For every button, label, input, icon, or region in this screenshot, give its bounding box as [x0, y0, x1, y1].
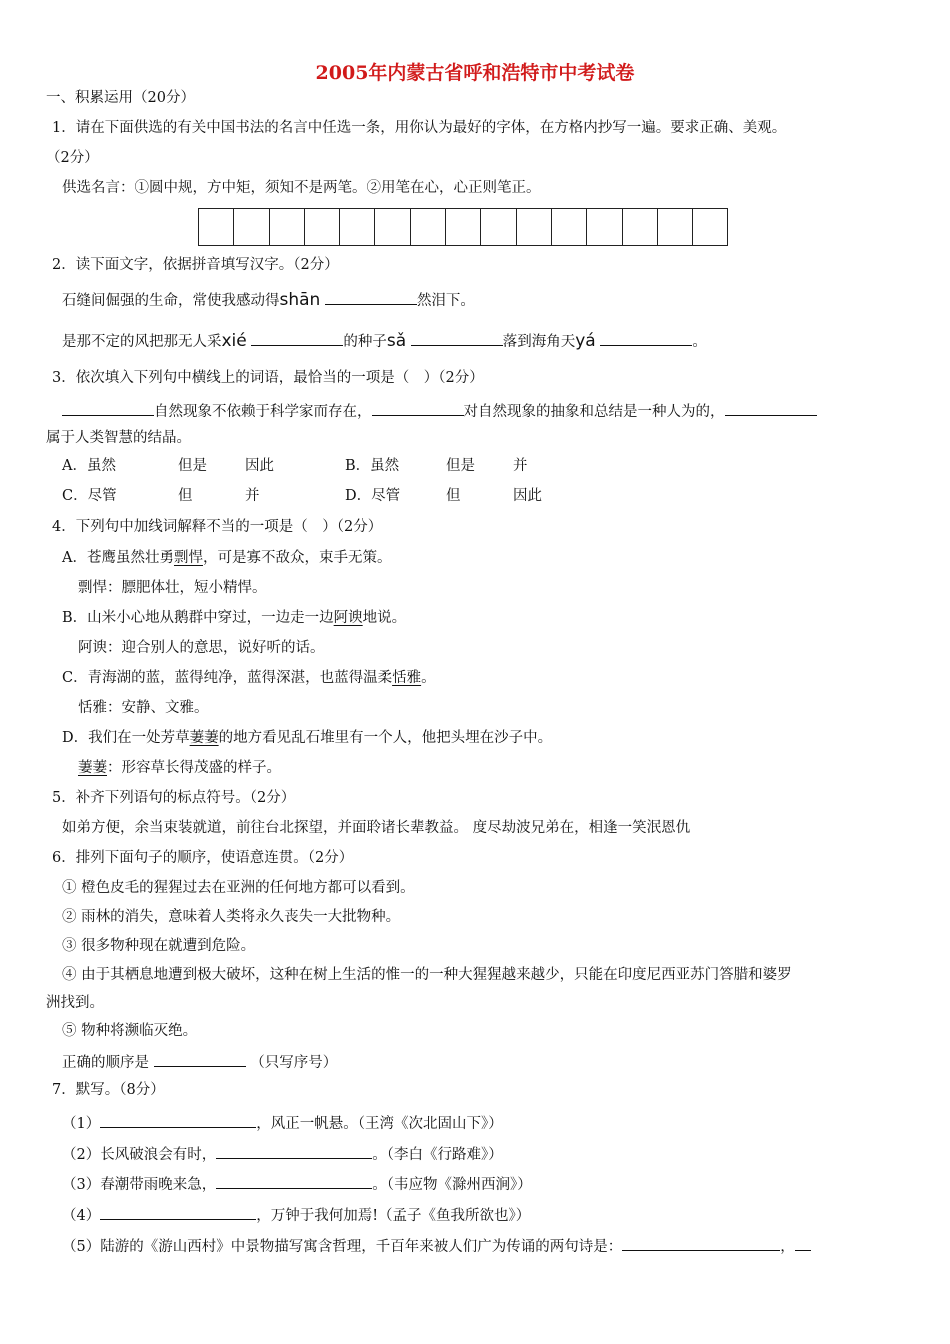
option-word: 并 [513, 458, 528, 474]
q3-stem: 3．依次填入下列句中横线上的词语，最恰当的一项是（ ）（2分） [52, 370, 484, 386]
grid-cell[interactable] [411, 209, 446, 245]
pinyin: xié [221, 331, 247, 351]
q3-option-d[interactable]: D．尽管 [345, 488, 401, 504]
answer-blank[interactable] [100, 1113, 256, 1128]
answer-blank[interactable] [372, 401, 464, 416]
underlined-word: 萋萋 [78, 760, 107, 776]
option-word: 但 [446, 488, 461, 504]
q4-explanation-c: 恬雅：安静、文雅。 [78, 700, 209, 716]
q7-text: （2）长风破浪会有时， [62, 1147, 217, 1163]
underlined-word: 剽悍 [173, 550, 203, 566]
q4-text: B．山米小心地从鹅群中穿过，一边走一边 [62, 610, 334, 626]
q4-explanation-a: 剽悍：膘肥体壮，短小精悍。 [78, 580, 267, 596]
option-word: 但是 [178, 458, 207, 474]
q7-item-4 [62, 1205, 530, 1224]
answer-blank[interactable] [216, 1174, 372, 1189]
q3-option-b[interactable]: B．虽然 [345, 458, 400, 474]
q1-options: 供选名言：①圆中规，方中矩，须知不是两笔。②用笔在心，心正则笔正。 [62, 180, 541, 196]
answer-blank[interactable] [325, 290, 417, 305]
q4-text: D．我们在一处芳草 [62, 730, 190, 746]
grid-cell[interactable] [587, 209, 622, 245]
q1-stem: 1．请在下面供选的有关中国书法的名言中任选一条，用你认为最好的字体，在方格内抄写一遍。要求正确、美观。 [52, 120, 787, 136]
q6-sentence: ④ 由于其栖息地遭到极大破坏，这种在树上生活的惟一的一种大猩猩越来越少，只能在印度尼西亚苏门答腊和婆罗 [62, 967, 792, 983]
q7-text: （5）陆游的《游山西村》中景物描写寓含哲理，千百年来被人们广为传诵的两句诗是： [62, 1239, 623, 1255]
option-word: 并 [245, 488, 260, 504]
answer-blank[interactable] [725, 401, 817, 416]
q1-score: （2分） [46, 150, 99, 166]
underlined-word: 恬雅 [392, 670, 422, 686]
q5-stem: 5．补齐下列语句的标点符号。（2分） [52, 790, 296, 806]
q2-line1 [62, 290, 475, 309]
q6-sentence: ① 橙色皮毛的猩猩过去在亚洲的任何地方都可以看到。 [62, 880, 415, 896]
underlined-word: 萋萋 [189, 730, 219, 746]
answer-blank[interactable] [100, 1205, 256, 1220]
q7-text: 。（李白《行路难》） [372, 1147, 503, 1163]
exam-title: 2005年内蒙古省呼和浩特市中考试卷 [315, 62, 635, 84]
q3-text: 对自然现象的抽象和总结是一种人为的， [463, 404, 725, 420]
grid-cell[interactable] [623, 209, 658, 245]
pinyin: yá [575, 331, 596, 351]
q4-text: ：形容草长得茂盛的样子。 [107, 760, 281, 776]
q6-answer-line [62, 1052, 337, 1071]
grid-cell[interactable] [517, 209, 552, 245]
answer-blank[interactable] [622, 1236, 780, 1251]
section-heading: 一、积累运用（20分） [46, 90, 195, 106]
q4-text: C．青海湖的蓝，蓝得纯净，蓝得深湛，也蓝得温柔 [62, 670, 393, 686]
q6-text: （只写序号） [250, 1055, 338, 1071]
pinyin: shān [279, 290, 321, 310]
answer-blank[interactable] [62, 401, 154, 416]
q2-text: 石缝间倔强的生命，常使我感动得 [62, 293, 280, 309]
q3-option-c[interactable]: C．尽管 [62, 488, 117, 504]
q6-sentence: ③ 很多物种现在就遭到危险。 [62, 938, 256, 954]
answer-blank[interactable] [600, 331, 692, 346]
grid-cell[interactable] [305, 209, 340, 245]
q2-text: 然泪下。 [416, 293, 475, 309]
answer-blank[interactable] [411, 331, 503, 346]
grid-cell[interactable] [340, 209, 375, 245]
q4-option-c[interactable] [62, 671, 436, 686]
q5-text: 如弟方便，余当束装就道，前往台北探望，并面聆诸长辈教益。 度尽劫波兄弟在，相逢一笑泯恩仇 [62, 820, 691, 836]
q7-item-3 [62, 1174, 532, 1193]
q7-stem: 7．默写。（8分） [52, 1082, 165, 1098]
q2-line2 [62, 331, 707, 350]
grid-cell[interactable] [270, 209, 305, 245]
q4-text: ，可是寡不敌众，束手无策。 [202, 550, 392, 566]
q3-option-a[interactable] [62, 459, 116, 474]
answer-blank[interactable] [251, 331, 343, 346]
grid-cell[interactable] [552, 209, 587, 245]
answer-blank[interactable] [216, 1144, 372, 1159]
q4-text: A．苍鹰虽然壮勇 [62, 550, 174, 566]
q6-sentence: 洲找到。 [46, 995, 104, 1011]
grid-cell[interactable] [446, 209, 481, 245]
option-word: A．虽然 [62, 458, 116, 474]
q7-text: （3）春潮带雨晚来急， [62, 1177, 217, 1193]
option-word: 但 [178, 488, 193, 504]
q2-text: 是那不定的风把那无人采 [62, 334, 222, 350]
item-number: （4） [62, 1208, 101, 1224]
underlined-word: 阿谀 [333, 610, 363, 626]
q4-stem: 4．下列句中加线词解释不当的一项是（ ）（2分） [52, 519, 383, 535]
q7-text: ， [780, 1239, 795, 1255]
option-word: 因此 [245, 458, 274, 474]
q4-option-a[interactable] [62, 551, 391, 566]
q6-sentence: ⑤ 物种将濒临灭绝。 [62, 1023, 198, 1039]
answer-blank[interactable] [154, 1052, 246, 1067]
item-number: （1） [62, 1116, 101, 1132]
q3-sentence [62, 401, 817, 420]
grid-cell[interactable] [658, 209, 693, 245]
q3-text: 自然现象不依赖于科学家而存在， [154, 404, 372, 420]
q6-text: 正确的顺序是 [62, 1055, 149, 1071]
q4-text: 。 [421, 670, 436, 686]
pinyin: sǎ [386, 331, 407, 351]
grid-cell[interactable] [199, 209, 234, 245]
q7-text: 。（韦应物《滁州西涧》） [372, 1177, 532, 1193]
q2-stem: 2．读下面文字，依据拼音填写汉字。（2分） [52, 257, 339, 273]
q4-text: 地说。 [362, 610, 407, 626]
grid-cell[interactable] [234, 209, 269, 245]
q7-item-2 [62, 1144, 503, 1163]
grid-cell[interactable] [693, 209, 728, 245]
q4-text: 的地方看见乱石堆里有一个人，他把头埋在沙子中。 [218, 730, 553, 746]
grid-cell[interactable] [481, 209, 516, 245]
q2-text: 的种子 [343, 334, 387, 350]
q7-text: ，风正一帆悬。（王湾《次北固山下》） [256, 1116, 503, 1132]
q4-explanation-d [78, 761, 281, 776]
option-word: 因此 [513, 488, 542, 504]
option-word: 但是 [446, 458, 475, 474]
q3-text: 属于人类智慧的结晶。 [46, 430, 191, 446]
q6-sentence: ② 雨林的消失，意味着人类将永久丧失一大批物种。 [62, 909, 401, 925]
q7-item-5 [62, 1236, 811, 1255]
q6-stem: 6．排列下面句子的顺序，使语意连贯。（2分） [52, 850, 354, 866]
q4-option-b[interactable] [62, 611, 406, 626]
q7-text: ，万钟于我何加焉!（孟子《鱼我所欲也》） [256, 1208, 531, 1224]
q4-option-d[interactable] [62, 731, 552, 746]
grid-cell[interactable] [375, 209, 410, 245]
q7-item-1 [62, 1113, 503, 1132]
q4-explanation-b: 阿谀：迎合别人的意思，说好听的话。 [78, 640, 325, 656]
writing-grid[interactable] [198, 208, 728, 246]
answer-blank[interactable] [795, 1236, 811, 1251]
q2-text: 。 [692, 334, 707, 350]
q2-text: 落到海角天 [502, 334, 576, 350]
